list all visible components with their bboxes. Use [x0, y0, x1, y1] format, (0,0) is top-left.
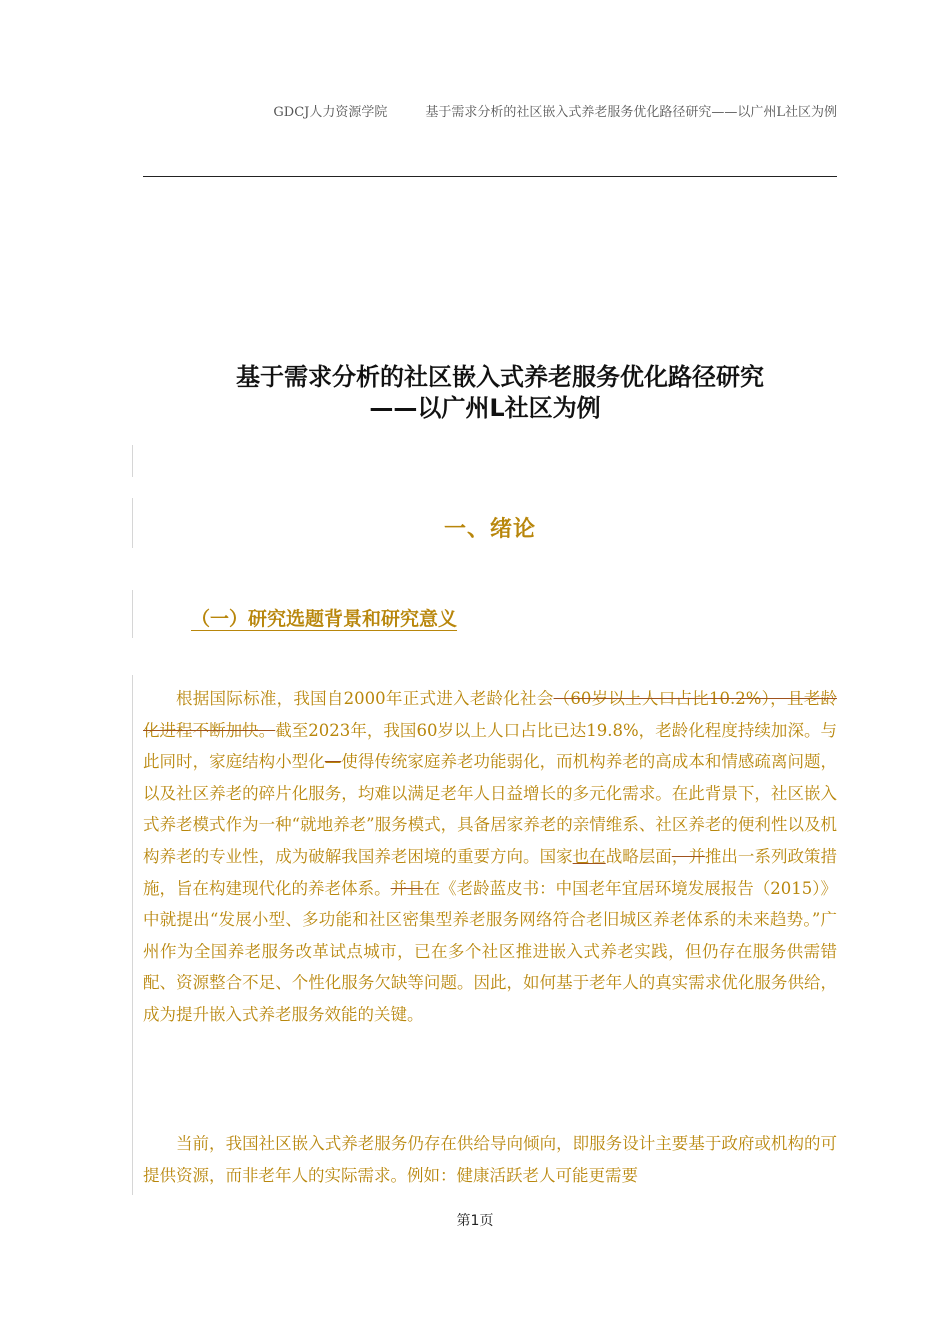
change-bar — [132, 590, 133, 638]
header-running-title: 基于需求分析的社区嵌入式养老服务优化路径研究——以广州L社区为例 — [425, 105, 837, 120]
title-main: 基于需求分析的社区嵌入式养老服务优化路径研究 — [236, 363, 764, 391]
text-run: 推出一系列政策措施，旨在构建现代化的养老体系。 — [143, 846, 838, 898]
change-bar — [132, 675, 133, 1195]
page-number: 第1页 — [456, 1213, 494, 1229]
header-divider — [143, 176, 837, 177]
change-bar — [132, 445, 133, 477]
text-run: 使得传统家庭养老功能弱化，而机构养老的高成本和情感疏离问题，以及社区养老的碎片化服务，均难以满足老年人日益增长的多元化需求。在此背景下，社区嵌入式养老模式作为一种“就地养老”服务模式，具备居家养老的亲情维系、社区养老的便利性以及机构养老的专业性，成为破解我国养老困境的重要方向。国家 — [143, 752, 838, 866]
text-run: 战略层面 — [605, 846, 672, 866]
text-run: 根据国际标准，我国自2000年正式进入老龄化社会 — [176, 689, 554, 708]
inserted-text: 也在 — [572, 846, 606, 866]
text-run: 截至2023年，我国60岁以上人口占比已达19.8%，老龄化程度持续加深。与此同时，家庭结构小型化 — [143, 720, 838, 772]
page-header — [143, 101, 837, 120]
body-paragraph: 当前，我国社区嵌入式养老服务仍存在供给导向倾向，即服务设计主要基于政府或机构的可提供资源，而非老年人的实际需求。例如：健康活跃老人可能更需要 — [143, 1134, 837, 1185]
deleted-text: — — [324, 752, 342, 772]
deleted-text: （60岁以上人口占比10.2%），且老龄化进程不断加快。 — [143, 689, 837, 740]
deleted-text: 并且 — [390, 878, 424, 898]
change-bar — [132, 498, 133, 548]
header-institution: GDCJ人力资源学院 — [273, 105, 388, 120]
subsection-heading: （一）研究选题背景和研究意义 — [191, 608, 458, 630]
body-paragraph — [143, 683, 837, 1031]
title-subtitle: ——以广州L社区为例 — [369, 394, 601, 422]
text-run: 在《老龄蓝皮书：中国老年宜居环境发展报告（2015）》中就提出“发展小型、多功能和社区密集型养老服务网络符合老旧城区养老体系的未来趋势。”广州作为全国养老服务改革试点城市，已在多个社区推进嵌入式养老实践，但仍存在服务供需错配、资源整合不足、个性化服务欠缺等问题。因此，如何基于老年人的真实需求优化服务供给，成为提升嵌入式养老服务效能的关键。 — [143, 878, 837, 1024]
document-title — [120, 362, 880, 424]
section-heading: 一、绪论 — [443, 517, 536, 542]
deleted-text: ，并 — [671, 846, 705, 866]
